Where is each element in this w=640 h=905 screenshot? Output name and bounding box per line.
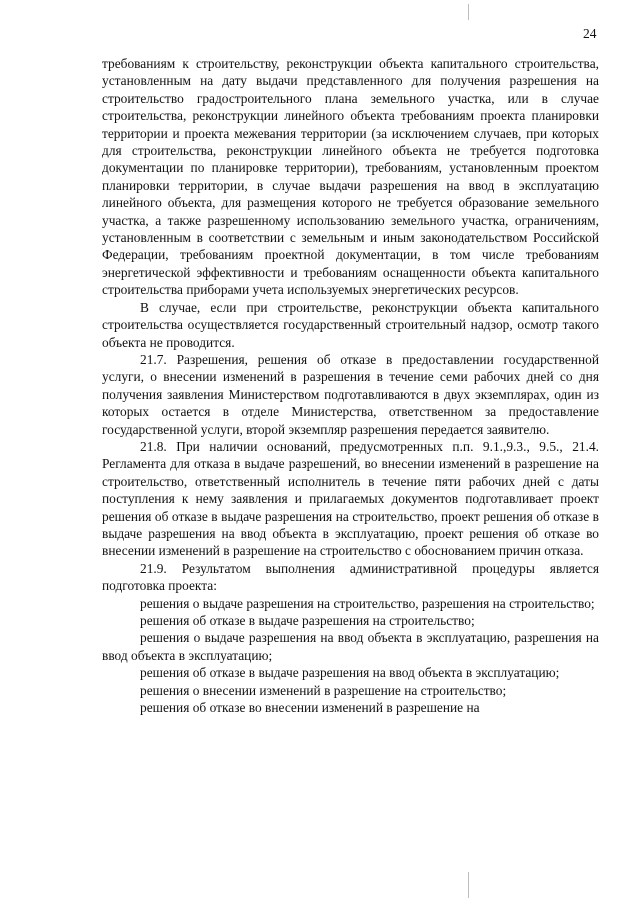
list-item: решения об отказе в выдаче разрешения на строительство;	[140, 613, 475, 628]
scan-margin-mark-bottom	[468, 872, 469, 898]
paragraph: 21.8. При наличии оснований, предусмотренных п.п. 9.1.,9.3., 9.5., 21.4. Регламента для отказа в выдаче разрешений, во внесении изменений в разрешение на строительство, ответственный исполнитель в течение пяти рабочих дней с даты поступления к нему заявления и прилагаемых документов подготавливает проект решения об отказе в выдаче разрешения на строительство, проект решения об отказе в выдаче разрешения на ввод объекта в эксплуатацию, проект решения об отказе во внесении изменений в разрешение на строительство с обоснованием причин отказа.	[102, 438, 599, 559]
list-item: решения о внесении изменений в разрешение на строительство;	[140, 682, 507, 698]
list-item: решения о выдаче разрешения на строительство, разрешения на строительство;	[140, 595, 595, 611]
page-number: 24	[583, 26, 597, 41]
paragraph: требованиям к строительству, реконструкции объекта капитального строительства, установленным на дату выдачи представленного для получения разрешения на строительство градостроительного плана земельного участка, или в случае строительства, реконструкции линейного объекта требованиям проекта планировки территории и проекта межевания территории (за исключением случаев, при которых для строительства, реконструкции линейного объекта не требуется подготовка документации по планировке территории), требованиям, установленным проектом планировки территории, в случае выдачи разрешения на ввод в эксплуатацию линейного объекта, для размещения которого не требуется образование земельного участка, а также разрешенному использованию земельного участка, ограничениям, установленным в соответствии с земельным и иным законодательством Российской Федерации, требованиям проектной документации, в том числе требованиям энергетической эффективности и требованиям оснащенности объекта капитального строительства приборами учета используемых энергетических ресурсов.	[102, 56, 599, 298]
paragraph: В случае, если при строительстве, реконструкции объекта капитального строительства осуществляется государственный строительный надзор, осмотр такого объекта не проводится.	[102, 299, 599, 350]
list-item: решения о выдаче разрешения на ввод объекта в эксплуатацию, разрешения на ввод объекта в эксплуатацию;	[102, 630, 599, 663]
paragraph: 21.9. Результатом выполнения административной процедуры является подготовка проекта:	[102, 560, 599, 594]
list-item: решения об отказе в выдаче разрешения на ввод объекта в эксплуатацию;	[140, 665, 560, 681]
scan-margin-mark-top	[468, 4, 469, 20]
paragraph: 21.7. Разрешения, решения об отказе в предоставлении государственной услуги, о внесении изменений в разрешения в течение семи рабочих дней со дня получения заявления Министерством подготавливаются в двух экземплярах, один из которых остается в отделе Министерства, ответственном за предоставление государственной услуги, второй экземпляр разрешения передается заявителю.	[102, 351, 599, 437]
list-item: решения об отказе во внесении изменений в разрешение на	[140, 700, 480, 716]
document-body	[102, 55, 599, 716]
